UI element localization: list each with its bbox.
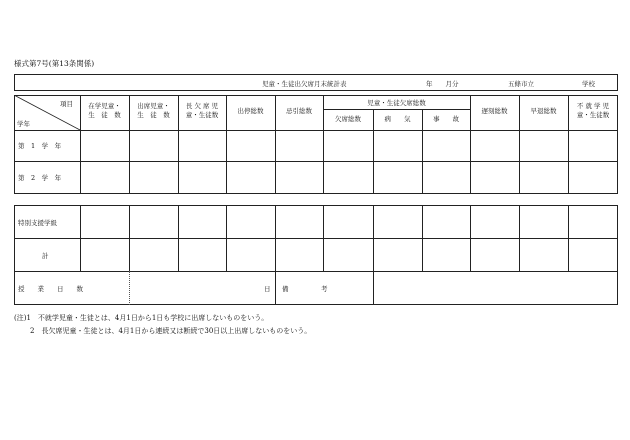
item-label: 項目 xyxy=(60,100,73,108)
col-attending: 出席児童・ 生 徒 数 xyxy=(137,102,170,119)
col-long-absent: 長 欠 席 児 童・生徒数 xyxy=(185,102,219,119)
col-accident: 事 故 xyxy=(433,115,459,123)
col-non-attending: 不 就 学 児 童・生徒数 xyxy=(576,102,610,119)
col-early-leave: 早退総数 xyxy=(530,107,557,115)
remarks-label: 備 考 xyxy=(282,285,328,293)
col-absence-group: 児童・生徒欠席総数 xyxy=(367,99,426,107)
col-absence-total: 欠席総数 xyxy=(335,115,361,123)
col-suspension: 出停総数 xyxy=(237,107,264,115)
note-1: (注)1 不就学児童・生徒とは、4月1日から1日も学校に出席しないものをいう。 xyxy=(14,314,269,322)
row-total: 計 xyxy=(42,252,49,260)
col-late: 遅刻総数 xyxy=(481,107,508,115)
school-label: 学校 xyxy=(582,80,595,88)
note-2: 2 長欠席児童・生徒とは、4月1日から連続又は断続で30日以上出席しないものをいう。 xyxy=(30,327,312,335)
row-grade-2: 第 2 学 年 xyxy=(18,174,62,182)
col-illness: 病 気 xyxy=(384,115,411,123)
form-number: 様式第7号(第13条関係) xyxy=(14,59,95,68)
school-days-label: 授 業 日 数 xyxy=(18,285,83,293)
grade-label: 学年 xyxy=(17,120,30,128)
year-month-field[interactable]: 年 月分 xyxy=(426,80,459,88)
row-special-class: 特別支援学級 xyxy=(18,219,57,227)
col-enrolled: 在学児童・ 生 徒 数 xyxy=(88,102,121,119)
row-grade-1: 第 1 学 年 xyxy=(18,142,62,150)
days-unit: 日 xyxy=(264,285,271,293)
city-label: 五條市立 xyxy=(508,80,534,88)
col-mourning: 忌引総数 xyxy=(286,107,312,115)
form-title: 児童・生徒出欠席月末統計表 xyxy=(262,80,347,88)
